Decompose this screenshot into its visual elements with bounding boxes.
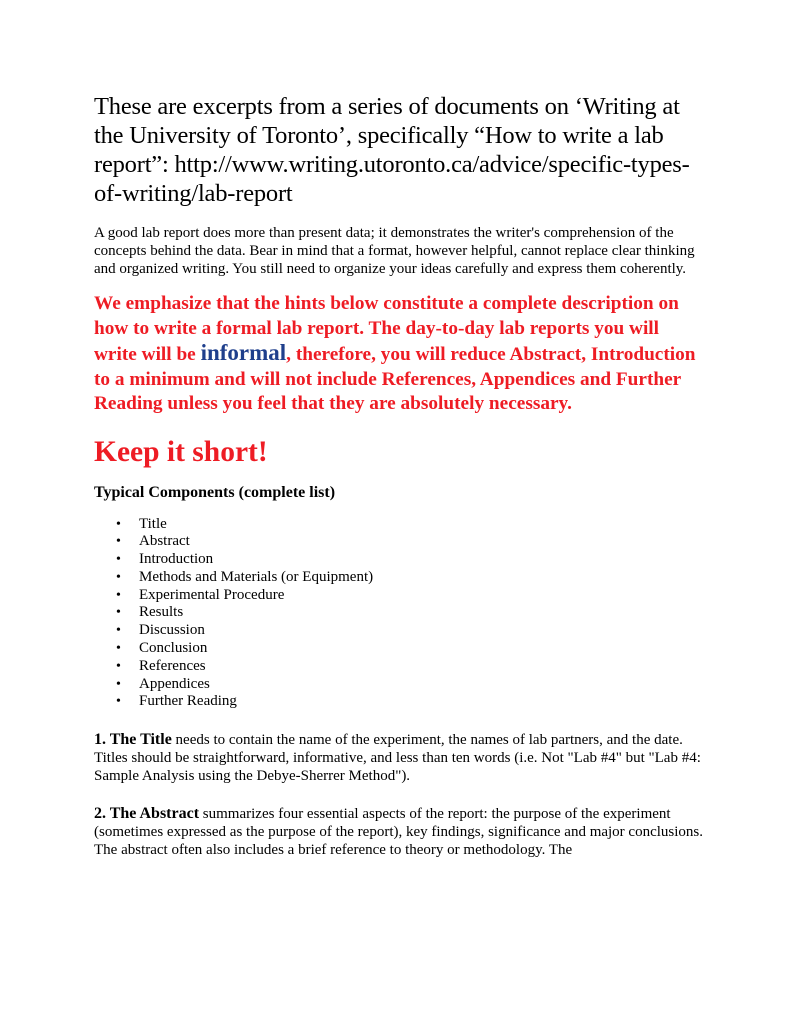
bullet-icon: •: [116, 516, 121, 532]
bullet-icon: •: [116, 694, 121, 710]
list-item: [116, 568, 704, 587]
bullet-icon: •: [116, 534, 121, 550]
title-section-text: needs to contain the name of the experiment, the names of lab partners, and the date. Titles should be straightforward, informative, and less than ten words (i.e. Not "Lab #4" but "Lab #4: Sample Analysis using the Debye-Sherrer Method").: [94, 732, 701, 785]
list-item: [116, 533, 704, 551]
components-list: [94, 516, 704, 712]
document-page: [94, 92, 704, 879]
list-item-label: Further Reading: [139, 693, 237, 710]
title-section-lead: 1. The Title: [94, 731, 172, 749]
list-item-label: Conclusion: [139, 640, 208, 657]
list-item: [116, 675, 704, 694]
bullet-icon: •: [116, 623, 121, 639]
bullet-icon: •: [116, 641, 121, 657]
emphasis-text-after: , therefore, you will reduce Abstract, Introduction to a minimum and will not include References, Appendices and Further Reading unless you feel that they are absolutely necessary.: [94, 344, 696, 414]
abstract-section-text: summarizes four essential aspects of the report: the purpose of the experiment (sometimes expressed as the purpose of the report), key findings, significance and major conclusions. The abstract often also includes a brief reference to theory or methodology. The: [94, 806, 704, 859]
list-item: [116, 693, 704, 711]
emphasis-text-before: We emphasize that the hints below constitute a complete description on how to write a formal lab report. The day-to-day lab reports you will write will be: [94, 293, 679, 365]
abstract-section: [94, 805, 704, 859]
emphasis-informal-word: informal: [200, 340, 287, 365]
list-item-label: Discussion: [139, 622, 205, 639]
keep-it-short-heading: Keep it short!: [94, 435, 268, 468]
list-item: [116, 515, 704, 534]
list-item: [116, 604, 704, 622]
bullet-icon: •: [116, 605, 121, 621]
list-item-label: References: [139, 657, 206, 674]
components-heading: Typical Components (complete list): [94, 483, 336, 501]
list-item-label: Appendices: [139, 675, 210, 692]
abstract-section-lead: 2. The Abstract: [94, 805, 200, 823]
bullet-icon: •: [116, 552, 121, 568]
list-item: [116, 551, 704, 569]
list-item: [116, 640, 704, 658]
document-heading: These are excerpts from a series of documents on ‘Writing at the University of Toronto’, specifically “How to write a lab report”: http://www.writing.utoronto.ca/advice/specific-types-of-writing/lab-report: [94, 93, 690, 207]
list-item-label: Title: [139, 515, 167, 532]
emphasis-paragraph: [94, 292, 704, 417]
title-section: [94, 731, 704, 785]
list-item: [116, 622, 704, 640]
intro-paragraph: A good lab report does more than present data; it demonstrates the writer's comprehension of the concepts behind the data. Bear in mind that a format, however helpful, cannot replace clear thinking and organized writing. You still need to organize your ideas carefully and express them coherently.: [94, 225, 695, 277]
list-item-label: Methods and Materials (or Equipment): [139, 568, 374, 585]
list-item-label: Introduction: [139, 551, 214, 568]
list-item-label: Experimental Procedure: [139, 586, 285, 603]
list-item: [116, 586, 704, 605]
bullet-icon: •: [116, 676, 121, 692]
list-item-label: Abstract: [139, 533, 190, 550]
bullet-icon: •: [116, 658, 121, 674]
list-item: [116, 657, 704, 676]
list-item-label: Results: [139, 604, 184, 621]
bullet-icon: •: [116, 587, 121, 603]
bullet-icon: •: [116, 569, 121, 585]
